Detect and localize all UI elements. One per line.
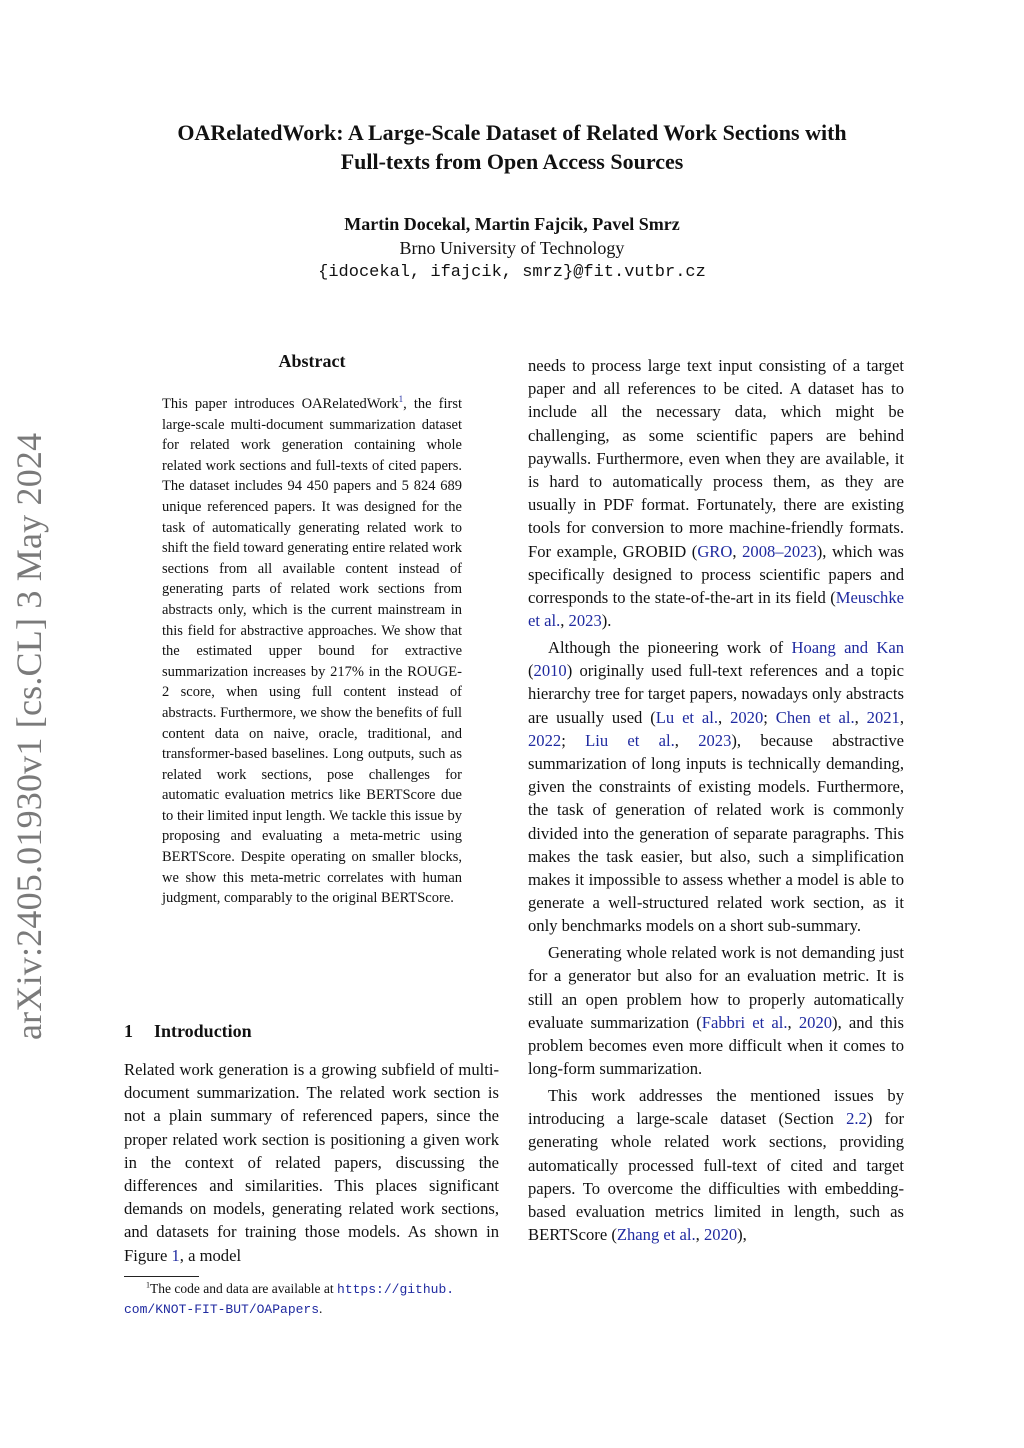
text-run: Generating whole related work is not demanding just for a generator but also for an evaluation metric. It is still an open problem how to properly automatically evaluate summarization (: [528, 943, 904, 1032]
author-list: Martin Docekal, Martin Fajcik, Pavel Smrz: [344, 214, 680, 234]
text-run: ;: [561, 730, 586, 750]
text-run: ).: [601, 611, 612, 631]
footnote-url-link-cont[interactable]: com/KNOT-FIT-BUT/OAPapers: [124, 1302, 320, 1317]
introduction-paragraph: [124, 1058, 499, 1267]
citation-link[interactable]: Liu et al.: [585, 730, 675, 750]
footnote-text: The code and data are available at: [150, 1281, 338, 1296]
text-run: ,: [854, 707, 867, 727]
footnote-line-2: [124, 1299, 499, 1319]
text-run: This work addresses the mentioned issues by introducing a large-scale dataset (Section: [528, 1086, 904, 1129]
citation-link[interactable]: 2023: [568, 611, 602, 631]
citation-link[interactable]: 2020: [730, 707, 764, 727]
text-run: ,: [787, 1012, 799, 1032]
text-run: ,: [674, 730, 699, 750]
text-run: ) originally used full-text references and a topic hierarchy tree for target papers, nowadays only abstracts are usually used (: [528, 661, 904, 727]
text-run: ), because abstractive summarization of long inputs is technically demanding, given the constraints of existing models. Furthermore, the task of generation of related work is commonly divided into the generation of separate paragraphs. This makes the task easier, but also, such a simplification makes it impossible to assess whether a model is able to generate a well-structured related work section, as it only benchmarks models on a short sub-summary.: [528, 730, 904, 936]
citation-link[interactable]: Chen et al.: [775, 707, 855, 727]
citation-link[interactable]: 2020: [703, 1225, 738, 1245]
text-run: (: [528, 661, 534, 681]
section-title: Introduction: [154, 1021, 252, 1041]
citation-link[interactable]: Lu et al.: [655, 707, 719, 727]
footnote-end: .: [319, 1301, 323, 1316]
text-run: ;: [763, 707, 776, 727]
introduction-text-end: , a model: [179, 1245, 242, 1265]
text-run: ,: [695, 1225, 704, 1245]
citation-link[interactable]: Meuschke et al.: [528, 588, 904, 631]
text-run: ,: [718, 707, 731, 727]
introduction-text: Related work generation is a growing subfield of multi-document summarization. The related work section is not a plain summary of referenced papers, since the proper related work section is positioning a given work in the context of related papers, discussing the differences and similarities. This places significant demands on models, generating related work sections, and datasets for training those models. As shown in Figure: [124, 1060, 499, 1265]
abstract-text: , the first large-scale multi-document summarization dataset for related work generation containing whole related work sections and full-texts of cited papers. The dataset includes 94 450 papers and 5 824 689 unique referenced papers. It was designed for the task of automatically generating related work to shift the field toward generating entire related work sections from all available content instead of generating parts of related work sections from abstracts only, which is the current mainstream in this field for abstractive approaches. We show that the estimated upper bound for extractive summarization increases by 217% in the ROUGE-2 score, when using full content instead of abstracts. Furthermore, we show the benefits of full content data on naive, oracle, traditional, and transformer-based baselines. Long outputs, such as related work sections, pose challenges for automatic evaluation metrics like BERTScore due to their limited input length. We tackle this issue by proposing and evaluating a meta-metric using BERTScore. Despite operating on smaller blocks, we show this meta-metric correlates with human judgment, comparably to the original BERTScore.: [162, 396, 462, 907]
text-run: ), and this problem becomes even more difficult when it comes to long-form summarization.: [528, 1012, 904, 1079]
footnote-url-link[interactable]: https://github.: [337, 1282, 455, 1297]
text-run: ,: [732, 541, 743, 561]
footnote: [124, 1279, 499, 1319]
text-run: Although the pioneering work of: [548, 638, 792, 658]
section-reference-link[interactable]: 2.2: [846, 1109, 867, 1129]
text-run: ) for generating whole related work sections, providing automatically processed full-text of cited and target papers. To overcome the difficulties with embedding-based evaluation metrics limited in length, such as BERTScore (: [528, 1109, 904, 1245]
paragraph-this-work: [528, 1084, 904, 1246]
paragraph-data-needs: [528, 354, 904, 632]
paragraph-pioneering-work: [528, 636, 904, 938]
abstract-body: [162, 394, 462, 909]
right-column: [528, 354, 904, 1250]
citation-link[interactable]: Hoang and Kan: [791, 638, 905, 658]
citation-link[interactable]: 2021: [866, 707, 900, 727]
section-number: 1: [124, 1021, 133, 1041]
citation-link[interactable]: Fabbri et al.: [701, 1012, 788, 1032]
text-run: ,: [899, 707, 904, 727]
text-run: needs to process large text input consisting of a target paper and all references to be cited. A dataset has to include all the necessary data, which might be challenging, as some scientific papers are behind paywalls. Furthermore, even when they are available, it is hard to automatically process them, as they are usually in PDF format. Fortunately, there are existing tools for conversion to more machine-friendly formats. For example, GROBID (: [528, 356, 904, 561]
paragraph-evaluation-metric: [528, 941, 904, 1080]
paper-title: [110, 118, 914, 176]
footnote-marker[interactable]: 1: [398, 394, 404, 405]
citation-link[interactable]: 2022: [528, 730, 562, 750]
abstract-lead: This paper introduces OARelatedWork: [162, 396, 399, 412]
citation-link[interactable]: 2023: [698, 730, 732, 750]
section-heading-introduction: [124, 1021, 499, 1042]
citation-link[interactable]: 2020: [798, 1012, 833, 1032]
abstract-heading: Abstract: [278, 351, 346, 371]
figure-reference-link[interactable]: 1: [171, 1245, 180, 1265]
citation-link[interactable]: GRO: [697, 541, 733, 561]
citation-link[interactable]: 2008–2023: [742, 541, 817, 561]
footnote-line-1: [124, 1279, 499, 1299]
citation-link[interactable]: 2010: [533, 661, 567, 681]
footnote-mark: 1: [146, 1280, 150, 1290]
citation-link[interactable]: Zhang et al.: [616, 1225, 696, 1245]
text-run: ,: [560, 611, 569, 631]
affiliation: Brno University of Technology: [399, 238, 625, 258]
author-emails: {idocekal, ifajcik, smrz}@fit.vutbr.cz: [318, 263, 706, 282]
text-run: ), which was specifically designed to process scientific papers and corresponds to the state-of-the-art in its field (: [528, 541, 904, 608]
footnote-divider: [124, 1276, 199, 1277]
title-line-1: OARelatedWork: A Large-Scale Dataset of Related Work Sections with: [177, 120, 847, 145]
text-run: ),: [737, 1225, 747, 1245]
title-line-2: Full-texts from Open Access Sources: [340, 149, 684, 174]
arxiv-identifier-stamp: arXiv:2405.01930v1 [cs.CL] 3 May 2024: [9, 432, 49, 1040]
